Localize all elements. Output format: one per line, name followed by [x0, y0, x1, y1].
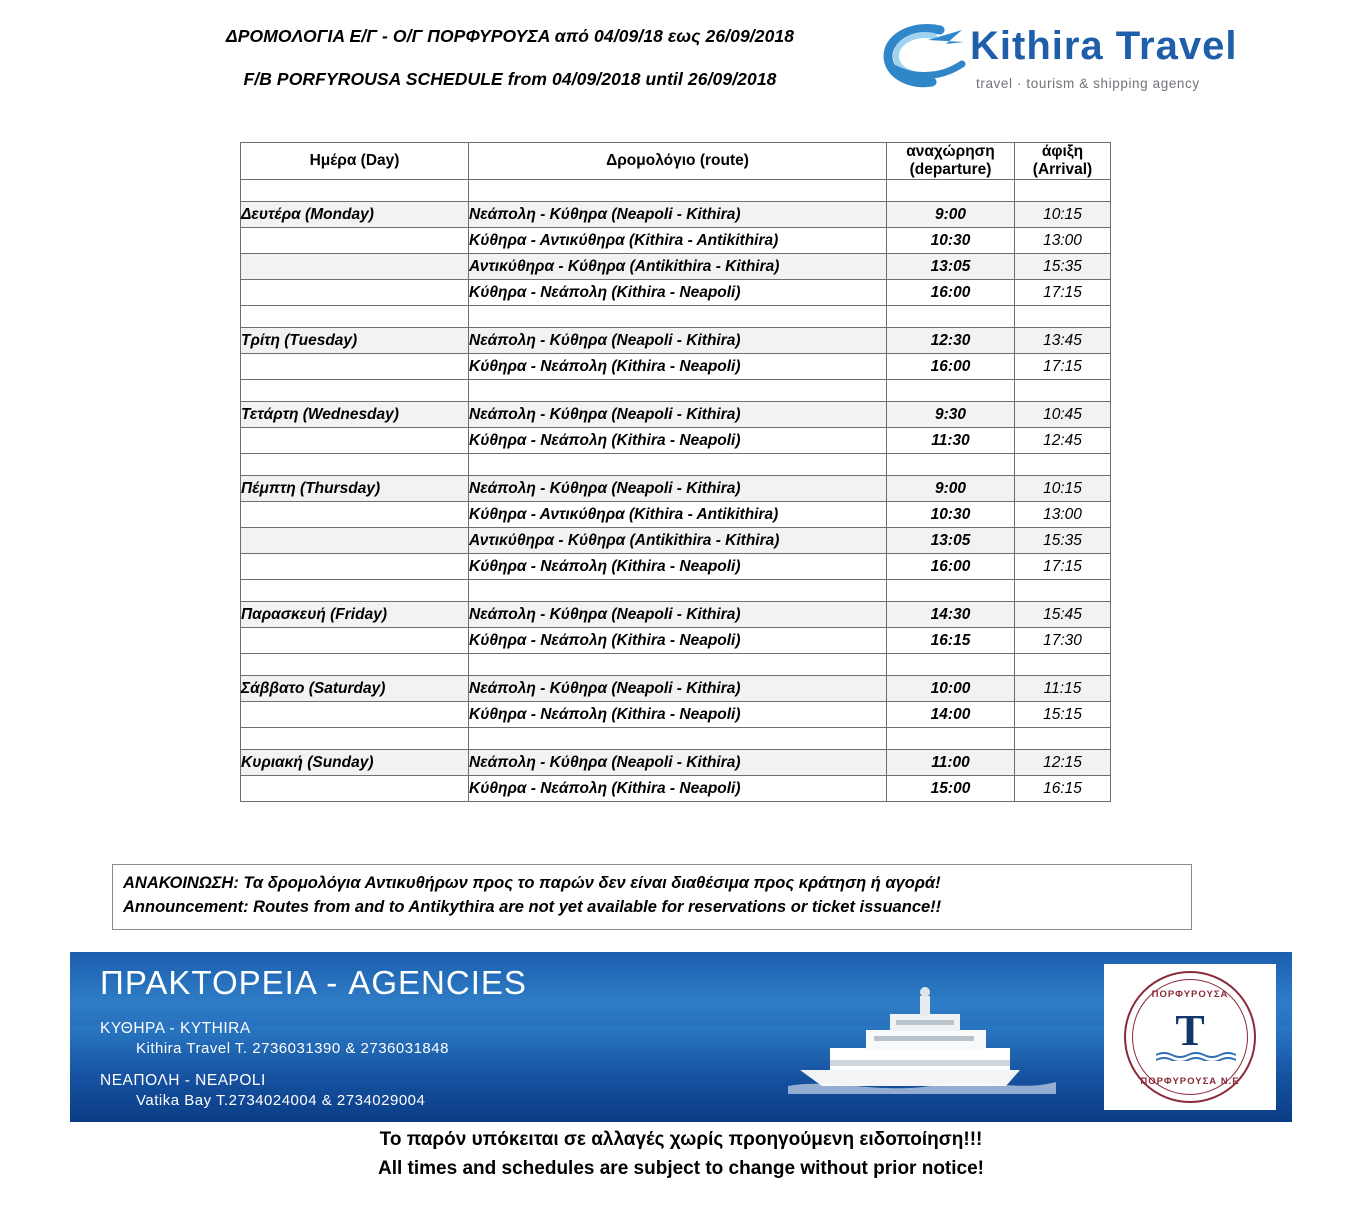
cell-empty: [469, 654, 887, 676]
cell-arrival: 17:30: [1015, 628, 1111, 654]
cell-route: Κύθηρα - Νεάπολη (Kithira - Neapoli): [469, 280, 887, 306]
cell-departure: 13:05: [887, 528, 1015, 554]
cell-arrival: 13:00: [1015, 228, 1111, 254]
cell-route: Νεάπολη - Κύθηρα (Neapoli - Kithira): [469, 202, 887, 228]
cell-route: Κύθηρα - Νεάπολη (Kithira - Neapoli): [469, 554, 887, 580]
cell-arrival: 12:45: [1015, 428, 1111, 454]
cell-empty: [887, 580, 1015, 602]
cell-empty: [887, 454, 1015, 476]
table-row: [241, 202, 1111, 228]
table-spacer-row: [241, 306, 1111, 328]
header-titles: [150, 26, 870, 90]
cell-empty: [1015, 180, 1111, 202]
cell-day: [241, 776, 469, 802]
column-header-arrival-gr: άφιξη: [1041, 143, 1084, 160]
cell-day: Σάββατο (Saturday): [241, 676, 469, 702]
column-header-departure-gr: αναχώρηση: [906, 143, 995, 160]
cell-route: Κύθηρα - Νεάπολη (Kithira - Neapoli): [469, 702, 887, 728]
table-row: [241, 528, 1111, 554]
cell-day: Δευτέρα (Monday): [241, 202, 469, 228]
cell-day: [241, 502, 469, 528]
porfyrousa-seal-box: [1104, 964, 1276, 1110]
table-spacer-row: [241, 454, 1111, 476]
table-row: [241, 502, 1111, 528]
cell-empty: [469, 180, 887, 202]
cell-route: Κύθηρα - Νεάπολη (Kithira - Neapoli): [469, 354, 887, 380]
cell-arrival: 17:15: [1015, 554, 1111, 580]
page-header: [0, 0, 1362, 110]
announcement-box: [112, 864, 1192, 930]
cell-departure: 12:30: [887, 328, 1015, 354]
table-row: [241, 776, 1111, 802]
cell-route: Νεάπολη - Κύθηρα (Neapoli - Kithira): [469, 402, 887, 428]
cell-departure: 10:30: [887, 228, 1015, 254]
cell-empty: [1015, 306, 1111, 328]
cell-empty: [887, 180, 1015, 202]
cell-route: Νεάπολη - Κύθηρα (Neapoli - Kithira): [469, 676, 887, 702]
cell-arrival: 15:15: [1015, 702, 1111, 728]
agency-neapoli-contact: Vatika Bay T.2734024004 & 2734029004: [136, 1092, 426, 1109]
cell-day: Τρίτη (Tuesday): [241, 328, 469, 354]
cell-empty: [469, 728, 887, 750]
cell-empty: [1015, 454, 1111, 476]
globe-swoosh-icon: [876, 22, 972, 92]
cell-empty: [241, 654, 469, 676]
cell-route: Νεάπολη - Κύθηρα (Neapoli - Kithira): [469, 750, 887, 776]
footer-note: [0, 1126, 1362, 1183]
announcement-english: Announcement: Routes from and to Antikythira are not yet available for reservations or ticket issuance!!: [123, 897, 942, 916]
cell-empty: [241, 580, 469, 602]
cell-route: Κύθηρα - Αντικύθηρα (Kithira - Antikithira): [469, 502, 887, 528]
kithira-travel-logo: [876, 20, 1296, 102]
table-row: [241, 280, 1111, 306]
column-header-departure-en: (departure): [909, 161, 992, 178]
table-spacer-row: [241, 580, 1111, 602]
cell-day: Παρασκευή (Friday): [241, 602, 469, 628]
logo-tagline: travel · tourism & shipping agency: [976, 76, 1200, 91]
cell-day: [241, 254, 469, 280]
schedule-title-greek: ΔΡΟΜΟΛΟΓΙΑ Ε/Γ - Ο/Γ ΠΟΡΦΥΡΟΥΣΑ από 04/09/18 εως 26/09/2018: [225, 26, 795, 46]
table-row: [241, 676, 1111, 702]
table-row: [241, 554, 1111, 580]
cell-empty: [887, 306, 1015, 328]
agency-kythira-contact: Kithira Travel T. 2736031390 & 2736031848: [136, 1040, 449, 1057]
cell-departure: 14:00: [887, 702, 1015, 728]
column-header-arrival-en: (Arrival): [1032, 161, 1093, 178]
cell-empty: [887, 380, 1015, 402]
cell-arrival: 10:45: [1015, 402, 1111, 428]
cell-arrival: 16:15: [1015, 776, 1111, 802]
cell-empty: [1015, 728, 1111, 750]
schedule-table: [240, 142, 1111, 802]
cell-day: [241, 280, 469, 306]
column-header-departure: [887, 143, 1015, 180]
seal-bottom-text: ΠΟΡΦΥΡΟΥΣΑ Ν.Ε: [1140, 1076, 1240, 1087]
table-row: [241, 228, 1111, 254]
cell-departure: 16:00: [887, 280, 1015, 306]
table-row: [241, 476, 1111, 502]
cell-day: [241, 528, 469, 554]
table-spacer-row: [241, 180, 1111, 202]
cell-empty: [1015, 654, 1111, 676]
cell-departure: 16:00: [887, 554, 1015, 580]
cell-departure: 9:00: [887, 202, 1015, 228]
table-row: [241, 402, 1111, 428]
cell-empty: [887, 654, 1015, 676]
schedule-table-body: [241, 180, 1111, 802]
table-spacer-row: [241, 654, 1111, 676]
cell-route: Νεάπολη - Κύθηρα (Neapoli - Kithira): [469, 602, 887, 628]
footer-greek: Το παρόν υπόκειται σε αλλαγές χωρίς προηγούμενη ειδοποίηση!!!: [379, 1129, 983, 1150]
cell-route: Νεάπολη - Κύθηρα (Neapoli - Kithira): [469, 476, 887, 502]
table-row: [241, 702, 1111, 728]
cell-empty: [241, 306, 469, 328]
table-spacer-row: [241, 380, 1111, 402]
cell-empty: [1015, 380, 1111, 402]
cell-arrival: 10:15: [1015, 202, 1111, 228]
cell-empty: [469, 306, 887, 328]
column-header-route: Δρομολόγιο (route): [469, 143, 887, 180]
cell-departure: 16:00: [887, 354, 1015, 380]
ferry-ship-icon: [770, 974, 1060, 1094]
cell-empty: [1015, 580, 1111, 602]
seal-letter: T: [1175, 1006, 1205, 1055]
column-header-day: Ημέρα (Day): [241, 143, 469, 180]
cell-empty: [241, 380, 469, 402]
cell-departure: 16:15: [887, 628, 1015, 654]
cell-route: Κύθηρα - Νεάπολη (Kithira - Neapoli): [469, 776, 887, 802]
cell-departure: 15:00: [887, 776, 1015, 802]
agencies-title: ΠΡΑΚΤΟΡΕΙΑ - AGENCIES: [100, 964, 527, 1001]
porfyrousa-seal: [1124, 971, 1256, 1103]
cell-day: [241, 628, 469, 654]
cell-departure: 13:05: [887, 254, 1015, 280]
cell-arrival: 15:45: [1015, 602, 1111, 628]
logo-wordmark: Kithira Travel: [970, 24, 1238, 68]
cell-arrival: 11:15: [1015, 676, 1111, 702]
column-header-arrival: [1015, 143, 1111, 180]
cell-day: Τετάρτη (Wednesday): [241, 402, 469, 428]
agencies-banner: [70, 952, 1292, 1122]
cell-route: Κύθηρα - Νεάπολη (Kithira - Neapoli): [469, 628, 887, 654]
cell-day: Κυριακή (Sunday): [241, 750, 469, 776]
cell-departure: 9:00: [887, 476, 1015, 502]
cell-arrival: 12:15: [1015, 750, 1111, 776]
table-spacer-row: [241, 728, 1111, 750]
table-row: [241, 428, 1111, 454]
seal-waves-icon: [1156, 1051, 1236, 1061]
cell-empty: [887, 728, 1015, 750]
schedule-table-container: [240, 142, 1110, 802]
agency-neapoli: [100, 1072, 425, 1109]
cell-arrival: 10:15: [1015, 476, 1111, 502]
footer-english: All times and schedules are subject to change without prior notice!: [378, 1157, 984, 1179]
cell-empty: [469, 380, 887, 402]
cell-route: Κύθηρα - Νεάπολη (Kithira - Neapoli): [469, 428, 887, 454]
cell-day: [241, 354, 469, 380]
table-row: [241, 628, 1111, 654]
cell-departure: 10:30: [887, 502, 1015, 528]
cell-empty: [241, 180, 469, 202]
cell-route: Κύθηρα - Αντικύθηρα (Kithira - Antikithira): [469, 228, 887, 254]
table-row: [241, 354, 1111, 380]
cell-day: [241, 228, 469, 254]
agency-kythira-place: ΚΥΘΗΡΑ - KYTHIRA: [100, 1020, 251, 1037]
cell-departure: 10:00: [887, 676, 1015, 702]
announcement-greek: ΑΝΑΚΟΙΝΩΣΗ: Τα δρομολόγια Αντικυθήρων προς το παρών δεν είναι διαθέσιμα προς κράτηση ή αγορά!: [123, 874, 941, 892]
cell-arrival: 17:15: [1015, 280, 1111, 306]
cell-arrival: 15:35: [1015, 254, 1111, 280]
table-header-row: [241, 143, 1111, 180]
cell-arrival: 13:00: [1015, 502, 1111, 528]
cell-departure: 11:30: [887, 428, 1015, 454]
cell-arrival: 13:45: [1015, 328, 1111, 354]
cell-day: [241, 702, 469, 728]
table-row: [241, 328, 1111, 354]
cell-departure: 11:00: [887, 750, 1015, 776]
cell-empty: [469, 454, 887, 476]
cell-empty: [241, 728, 469, 750]
cell-day: [241, 554, 469, 580]
seal-top-text: ΠΟΡΦΥΡΟΥΣΑ: [1151, 989, 1229, 1000]
cell-route: Αντικύθηρα - Κύθηρα (Antikithira - Kithira): [469, 528, 887, 554]
cell-departure: 14:30: [887, 602, 1015, 628]
table-row: [241, 254, 1111, 280]
table-row: [241, 602, 1111, 628]
schedule-title-english: F/B PORFYROUSA SCHEDULE from 04/09/2018 until 26/09/2018: [243, 69, 777, 89]
agency-neapoli-place: ΝΕΑΠΟΛΗ - NEAPOLI: [100, 1072, 266, 1089]
table-row: [241, 750, 1111, 776]
cell-empty: [469, 580, 887, 602]
cell-departure: 9:30: [887, 402, 1015, 428]
cell-route: Αντικύθηρα - Κύθηρα (Antikithira - Kithira): [469, 254, 887, 280]
cell-day: [241, 428, 469, 454]
cell-arrival: 15:35: [1015, 528, 1111, 554]
cell-empty: [241, 454, 469, 476]
cell-arrival: 17:15: [1015, 354, 1111, 380]
agency-kythira: [100, 1020, 449, 1057]
cell-route: Νεάπολη - Κύθηρα (Neapoli - Kithira): [469, 328, 887, 354]
cell-day: Πέμπτη (Thursday): [241, 476, 469, 502]
